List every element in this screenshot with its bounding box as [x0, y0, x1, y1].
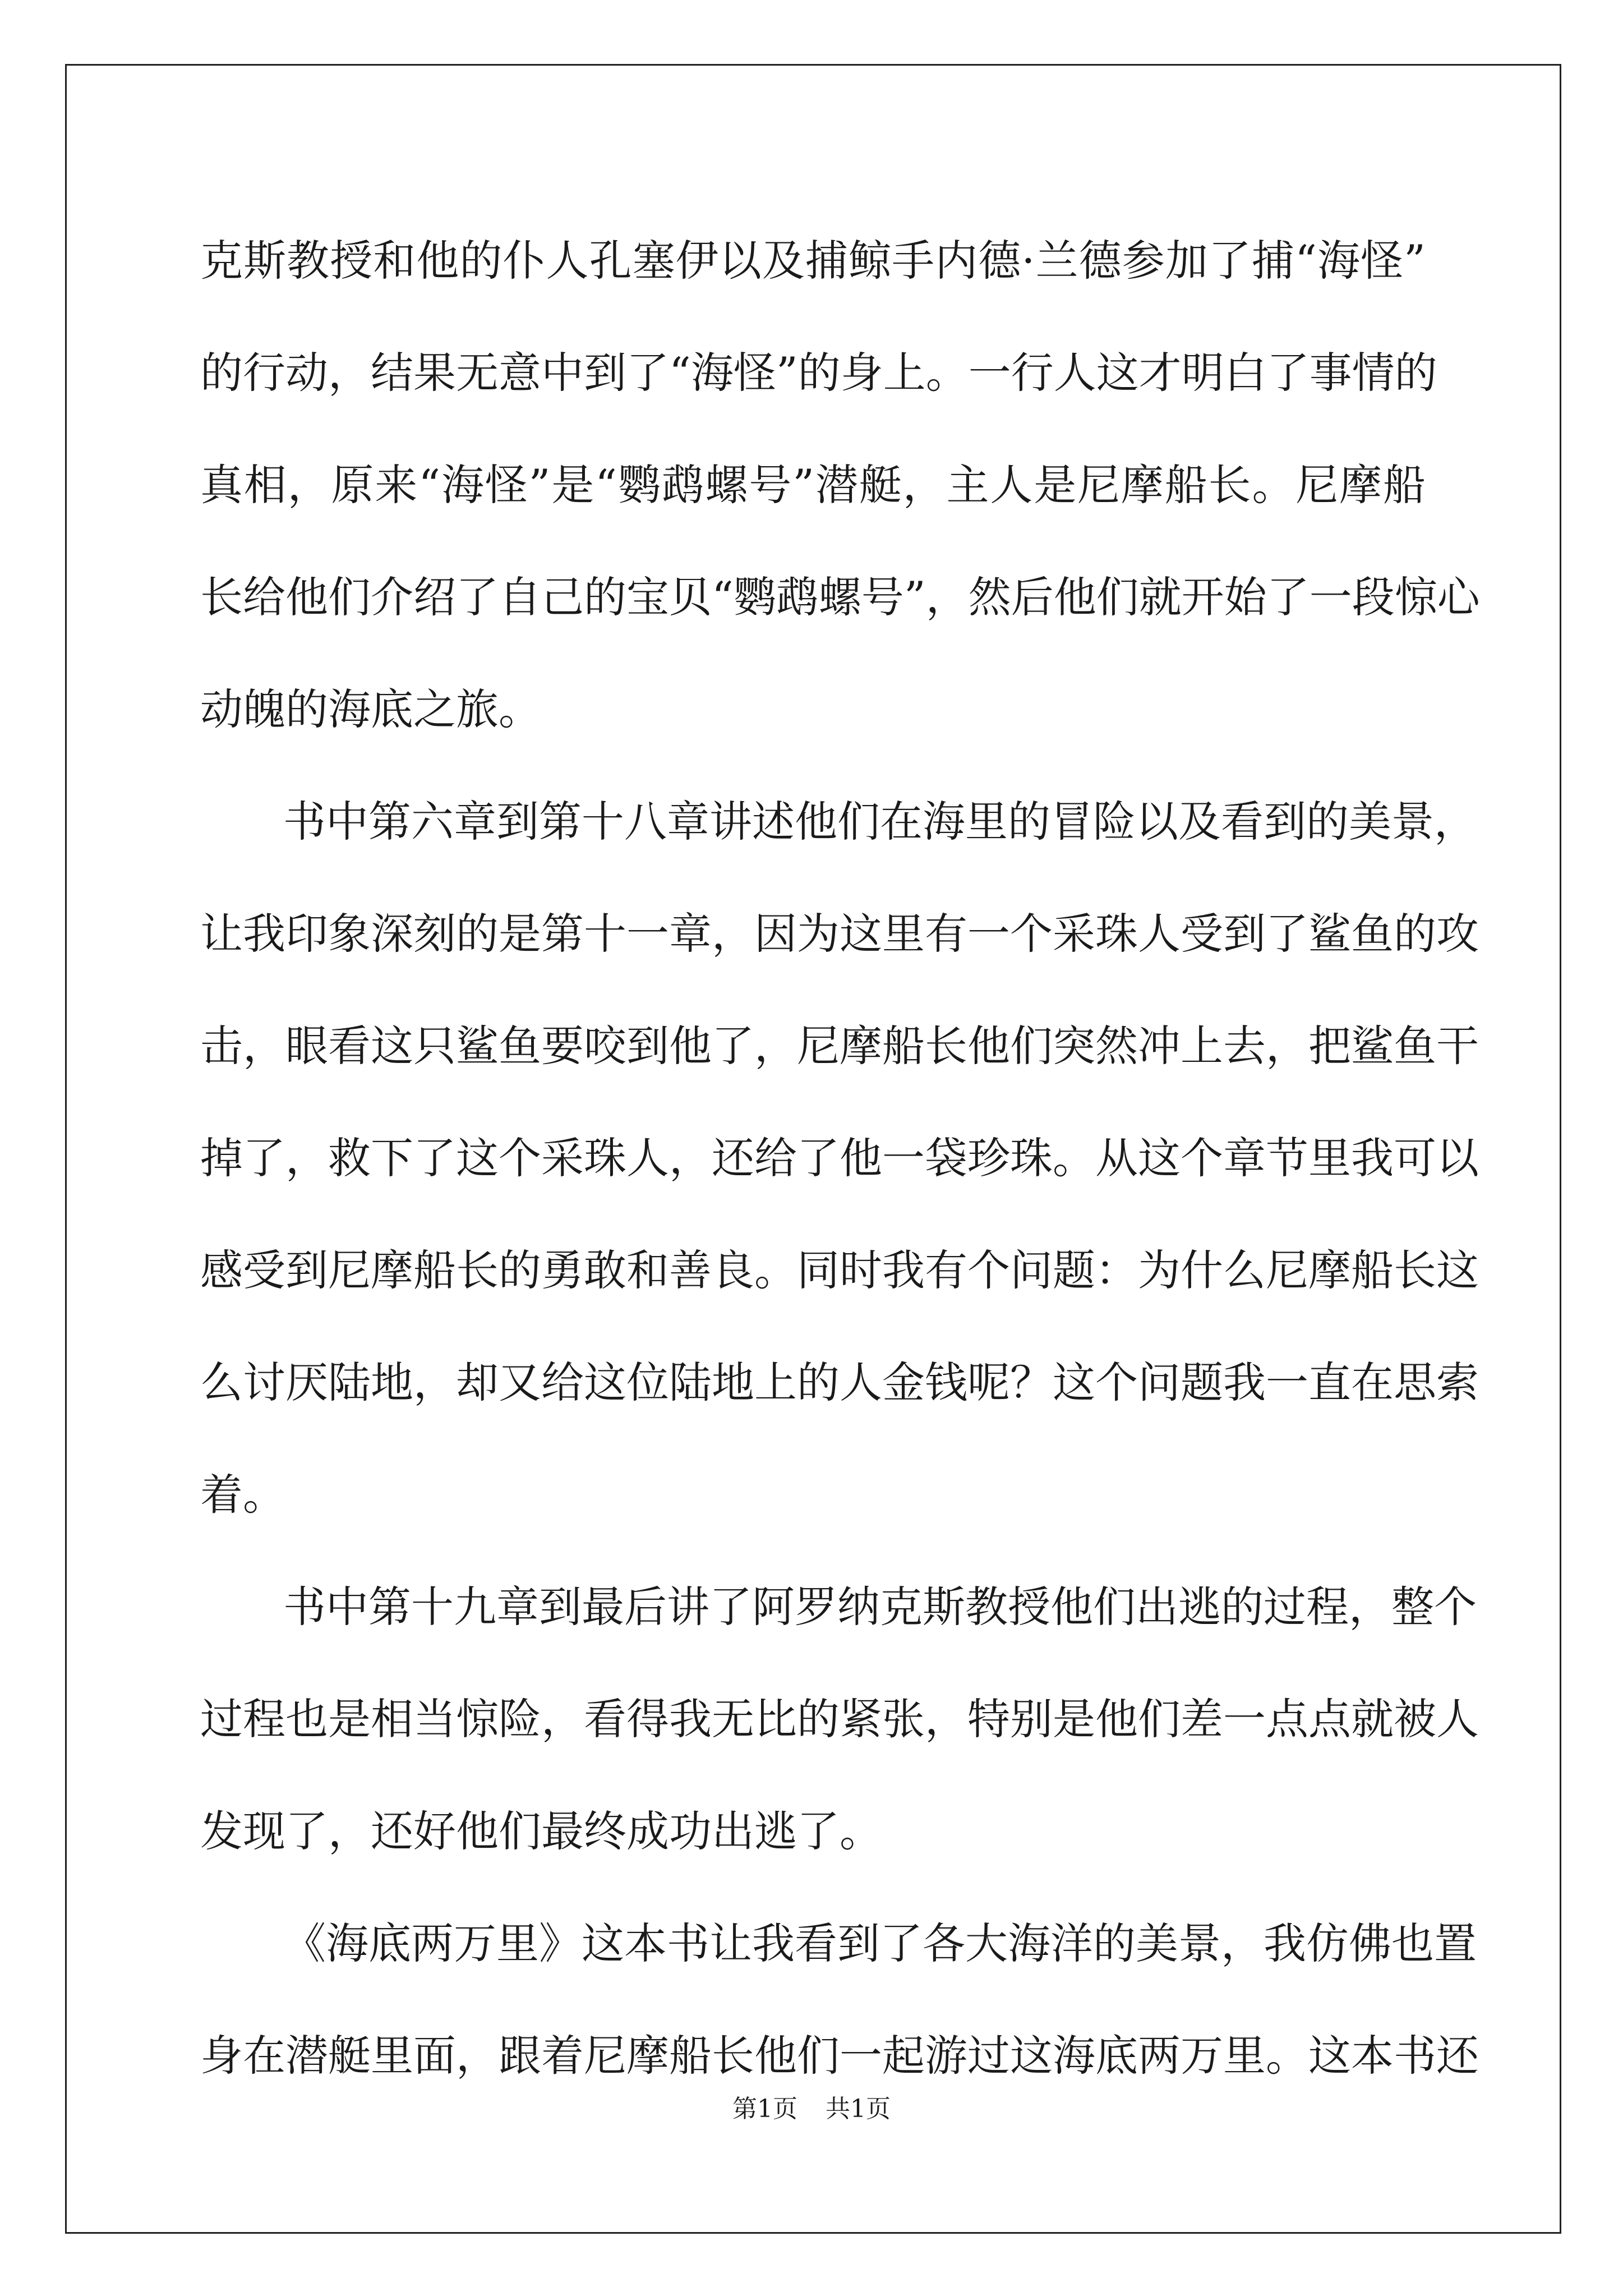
text-line: 让我印象深刻的是第十一章，因为这里有一个采珠人受到了鲨鱼的攻: [200, 909, 1479, 959]
page-total: 共1页: [826, 2095, 891, 2123]
text-line: 发现了，还好他们最终成功出逃了。: [200, 1806, 882, 1856]
text-line: 过程也是相当惊险，看得我无比的紧张，特别是他们差一点点就被人: [200, 1694, 1479, 1744]
paragraph-first-line: 书中第十九章到最后讲了阿罗纳克斯教授他们出逃的过程，整个: [283, 1582, 1477, 1632]
text-line: 着。: [200, 1470, 285, 1520]
text-line: 克斯教授和他的仆人孔塞伊以及捕鲸手内德·兰德参加了捕“海怪”: [200, 236, 1426, 286]
paragraph-first-line: 《海底两万里》这本书让我看到了各大海洋的美景，我仿佛也置: [283, 1918, 1477, 1968]
text-line: 掉了，救下了这个采珠人，还给了他一袋珍珠。从这个章节里我可以: [200, 1133, 1479, 1183]
document-body: [200, 219, 1480, 2126]
paragraph-first-line: 书中第六章到第十八章讲述他们在海里的冒险以及看到的美景，: [283, 797, 1477, 846]
text-line: 长给他们介绍了自己的宝贝“鹦鹉螺号”，然后他们就开始了一段惊心: [200, 572, 1480, 622]
text-line: 真相，原来“海怪”是“鹦鹉螺号”潜艇，主人是尼摩船长。尼摩船: [200, 460, 1426, 510]
text-line: 动魄的海底之旅。: [200, 684, 541, 734]
page-footer: [0, 2092, 1623, 2126]
text-line: 么讨厌陆地，却又给这位陆地上的人金钱呢？这个问题我一直在思索: [200, 1358, 1479, 1407]
page-number: 第1页: [732, 2095, 797, 2123]
text-line: 击，眼看这只鲨鱼要咬到他了，尼摩船长他们突然冲上去，把鲨鱼干: [200, 1021, 1479, 1071]
text-line: 的行动，结果无意中到了“海怪”的身上。一行人这才明白了事情的: [200, 348, 1437, 398]
text-line: 身在潜艇里面，跟着尼摩船长他们一起游过这海底两万里。这本书还: [200, 2031, 1479, 2081]
text-line: 感受到尼摩船长的勇敢和善良。同时我有个问题：为什么尼摩船长这: [200, 1245, 1479, 1295]
